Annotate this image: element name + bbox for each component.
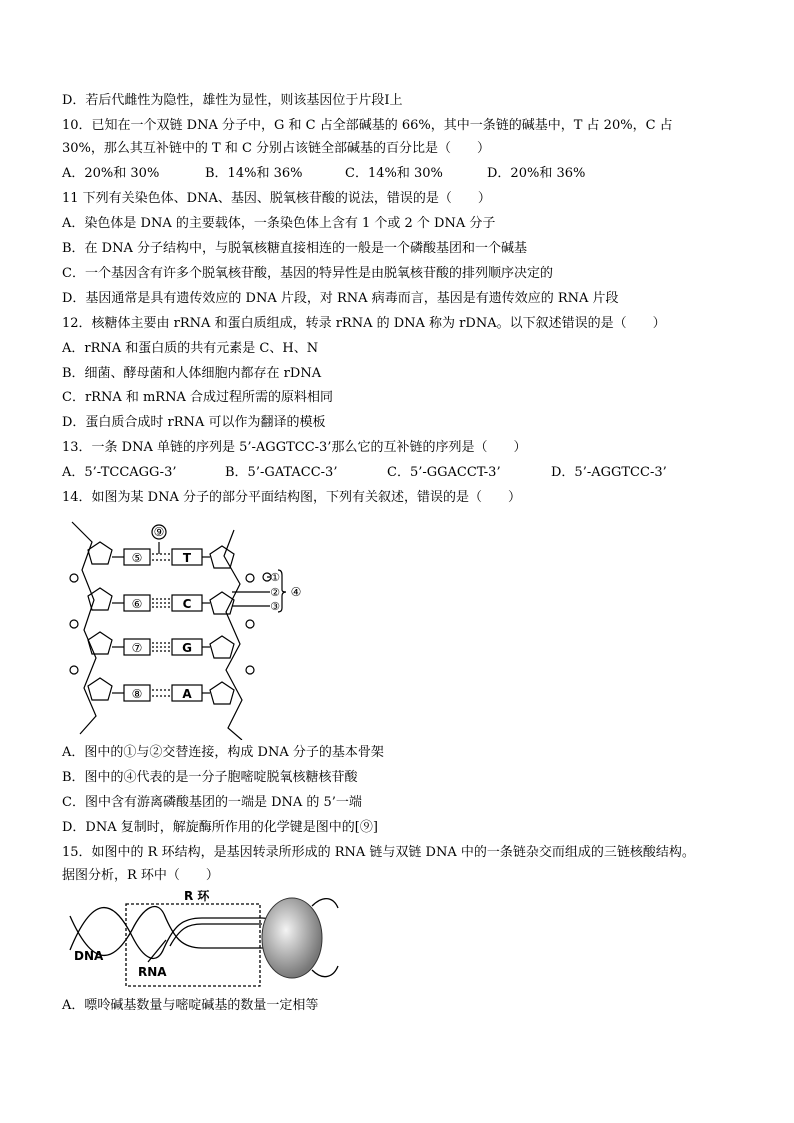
part-label-2: ②	[270, 586, 280, 599]
dna-structure-figure	[62, 520, 322, 740]
r-loop-label: R 环	[184, 889, 210, 903]
r-loop-figure	[62, 886, 342, 990]
part-label-3: ③	[270, 600, 280, 613]
q11-option-b: B．在 DNA 分子结构中，与脱氧核糖直接相连的一般是一个磷酸基团和一个碱基	[62, 241, 528, 256]
q12-option-d: D．蛋白质合成时 rRNA 可以作为翻译的模板	[62, 415, 326, 430]
q12-stem: 12．核糖体主要由 rRNA 和蛋白质组成，转录 rRNA 的 DNA 称为 rDNA。以下叙述错误的是（ ）	[62, 316, 666, 331]
q14-option-d: D．DNA 复制时，解旋酶所作用的化学键是图中的[⑨]	[62, 820, 378, 835]
q15-stem-1: 15．如图中的 R 环结构，是基因转录所形成的 RNA 链与双链 DNA 中的一条链杂交而组成的三链核酸结构。	[62, 845, 695, 860]
left-base-label: ⑤	[131, 551, 143, 565]
rna-label: RNA	[138, 965, 167, 979]
q13-option-a: A．5’-TCCAGG-3’	[62, 465, 177, 480]
q14-option-c: C．图中含有游离磷酸基团的一端是 DNA 的 5’一端	[62, 795, 362, 810]
q10-stem-1: 10．已知在一个双链 DNA 分子中，G 和 C 占全部碱基的 66%，其中一条链的碱基中，T 占 20%，C 占	[62, 118, 673, 133]
q12-option-a: A．rRNA 和蛋白质的共有元素是 C、H、N	[62, 341, 319, 356]
q15-option-a: A．嘌呤碱基数量与嘧啶碱基的数量一定相等	[62, 998, 319, 1013]
part-label-1: ①	[270, 571, 280, 584]
q10-stem-2: 30%，那么其互补链中的 T 和 C 分别占该链全部碱基的百分比是（ ）	[62, 141, 491, 156]
part-label-4: ④	[290, 585, 302, 599]
q11-stem: 11 下列有关染色体、DNA、基因、脱氧核苷酸的说法，错误的是（ ）	[62, 191, 491, 206]
q9-option-d: D．若后代雌性为隐性，雄性为显性，则该基因位于片段Ⅰ上	[62, 93, 403, 108]
right-base: C	[182, 597, 192, 611]
q11-option-c: C．一个基因含有许多个脱氧核苷酸，基因的特异性是由脱氧核苷酸的排列顺序决定的	[62, 266, 553, 281]
q10-option-d: D．20%和 36%	[487, 166, 586, 181]
q10-option-a: A．20%和 30%	[62, 166, 160, 181]
q11-option-a: A．染色体是 DNA 的主要载体，一条染色体上含有 1 个或 2 个 DNA 分子	[62, 216, 496, 231]
dna-label: DNA	[74, 949, 104, 963]
q12-option-b: B．细菌、酵母菌和人体细胞内都存在 rDNA	[62, 366, 322, 381]
q11-option-d: D．基因通常是具有遗传效应的 DNA 片段，对 RNA 病毒而言，基因是有遗传效应的 RNA 片段	[62, 291, 619, 306]
q10-option-c: C．14%和 30%	[345, 166, 443, 181]
q13-stem: 13．一条 DNA 单链的序列是 5’-AGGTCC-3’那么它的互补链的序列是（ ）	[62, 440, 527, 455]
q10-option-b: B．14%和 36%	[205, 166, 303, 181]
right-base: A	[182, 687, 192, 701]
q12-option-c: C．rRNA 和 mRNA 合成过程所需的原料相同	[62, 390, 333, 405]
right-base: T	[182, 551, 192, 565]
q13-option-c: C．5’-GGACCT-3’	[387, 465, 501, 480]
left-base-label: ⑦	[131, 641, 143, 655]
q13-option-d: D．5’-AGGTCC-3’	[551, 465, 667, 480]
hbond-label: ⑨	[153, 525, 165, 539]
q15-stem-2: 据图分析，R 环中（ ）	[62, 868, 219, 883]
q13-option-b: B．5’-GATACC-3’	[225, 465, 338, 480]
q14-stem: 14．如图为某 DNA 分子的部分平面结构图，下列有关叙述，错误的是（ ）	[62, 490, 521, 505]
left-base-label: ⑥	[131, 597, 143, 611]
q14-option-b: B．图中的④代表的是一分子胞嘧啶脱氧核糖核苷酸	[62, 770, 358, 785]
right-base: G	[182, 641, 192, 655]
q14-option-a: A．图中的①与②交替连接，构成 DNA 分子的基本骨架	[62, 745, 384, 760]
left-base-label: ⑧	[131, 687, 143, 701]
